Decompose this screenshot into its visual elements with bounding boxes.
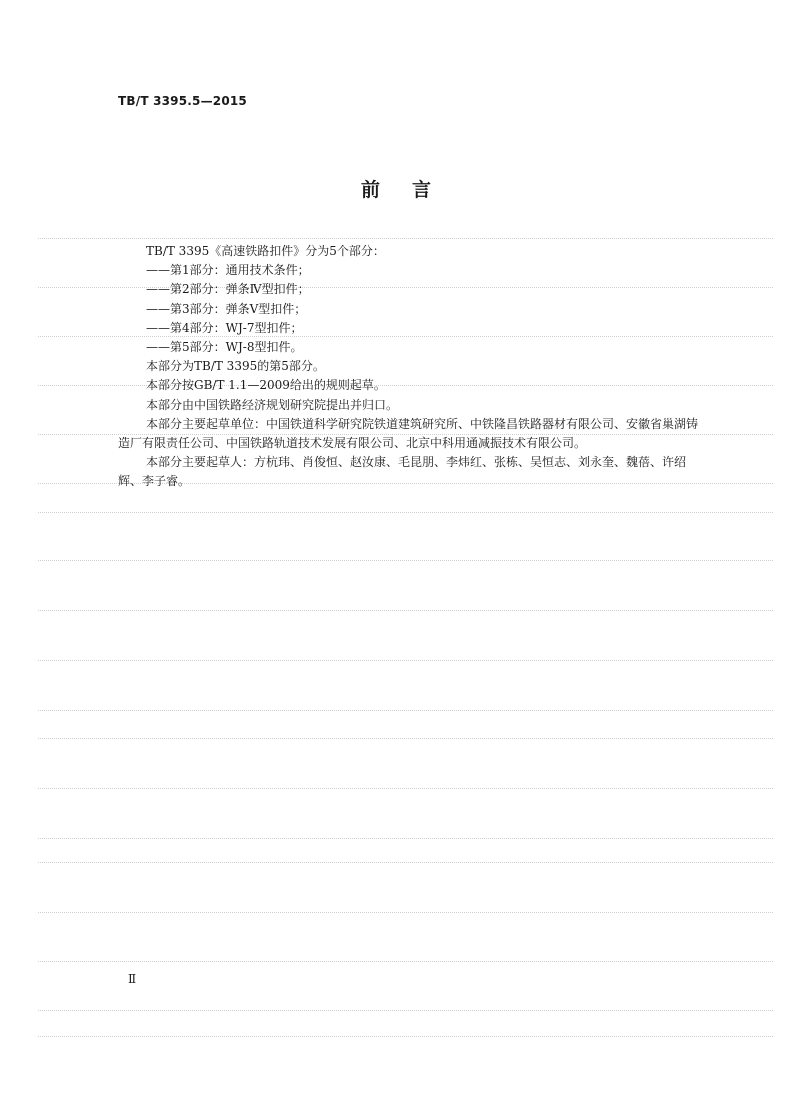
this-part-paragraph: 本部分为TB/T 3395的第5部分。 — [146, 359, 325, 374]
drafting-units-paragraph: 本部分主要起草单位：中国铁道科学研究院铁道建筑研究所、中铁隆昌铁路器材有限公司、安徽省巢湖铸造厂有限责任公司、中国铁路轨道技术发展有限公司、北京中科用通减振技术有限公司。 — [118, 416, 699, 451]
list-item-part-1: ——第1部分：通用技术条件； — [146, 263, 310, 278]
drafters-paragraph: 本部分主要起草人：方杭玮、肖俊恒、赵汝康、毛昆朋、李炜红、张栋、吴恒志、刘永奎、魏蓓、许绍辉、李子睿。 — [118, 455, 687, 489]
list-item-part-2: ——第2部分：弹条Ⅳ型扣件； — [146, 282, 310, 297]
proposer-paragraph: 本部分由中国铁路经济规划研究院提出并归口。 — [146, 397, 399, 412]
page-title: 前言 — [360, 179, 463, 201]
drafting-rules-paragraph: 本部分按GB/T 1.1—2009给出的规则起草。 — [146, 378, 386, 393]
foreword-body — [118, 242, 698, 492]
intro-paragraph: TB/T 3395《高速铁路扣件》分为5个部分： — [146, 244, 385, 258]
list-item-part-5: ——第5部分：WJ-8型扣件。 — [146, 340, 303, 355]
list-item-part-4: ——第4部分：WJ-7型扣件； — [146, 320, 303, 335]
page-number: Ⅱ — [128, 972, 137, 986]
standard-code: TB/T 3395.5—2015 — [118, 94, 247, 108]
list-item-part-3: ——第3部分：弹条Ⅴ型扣件； — [146, 301, 307, 316]
